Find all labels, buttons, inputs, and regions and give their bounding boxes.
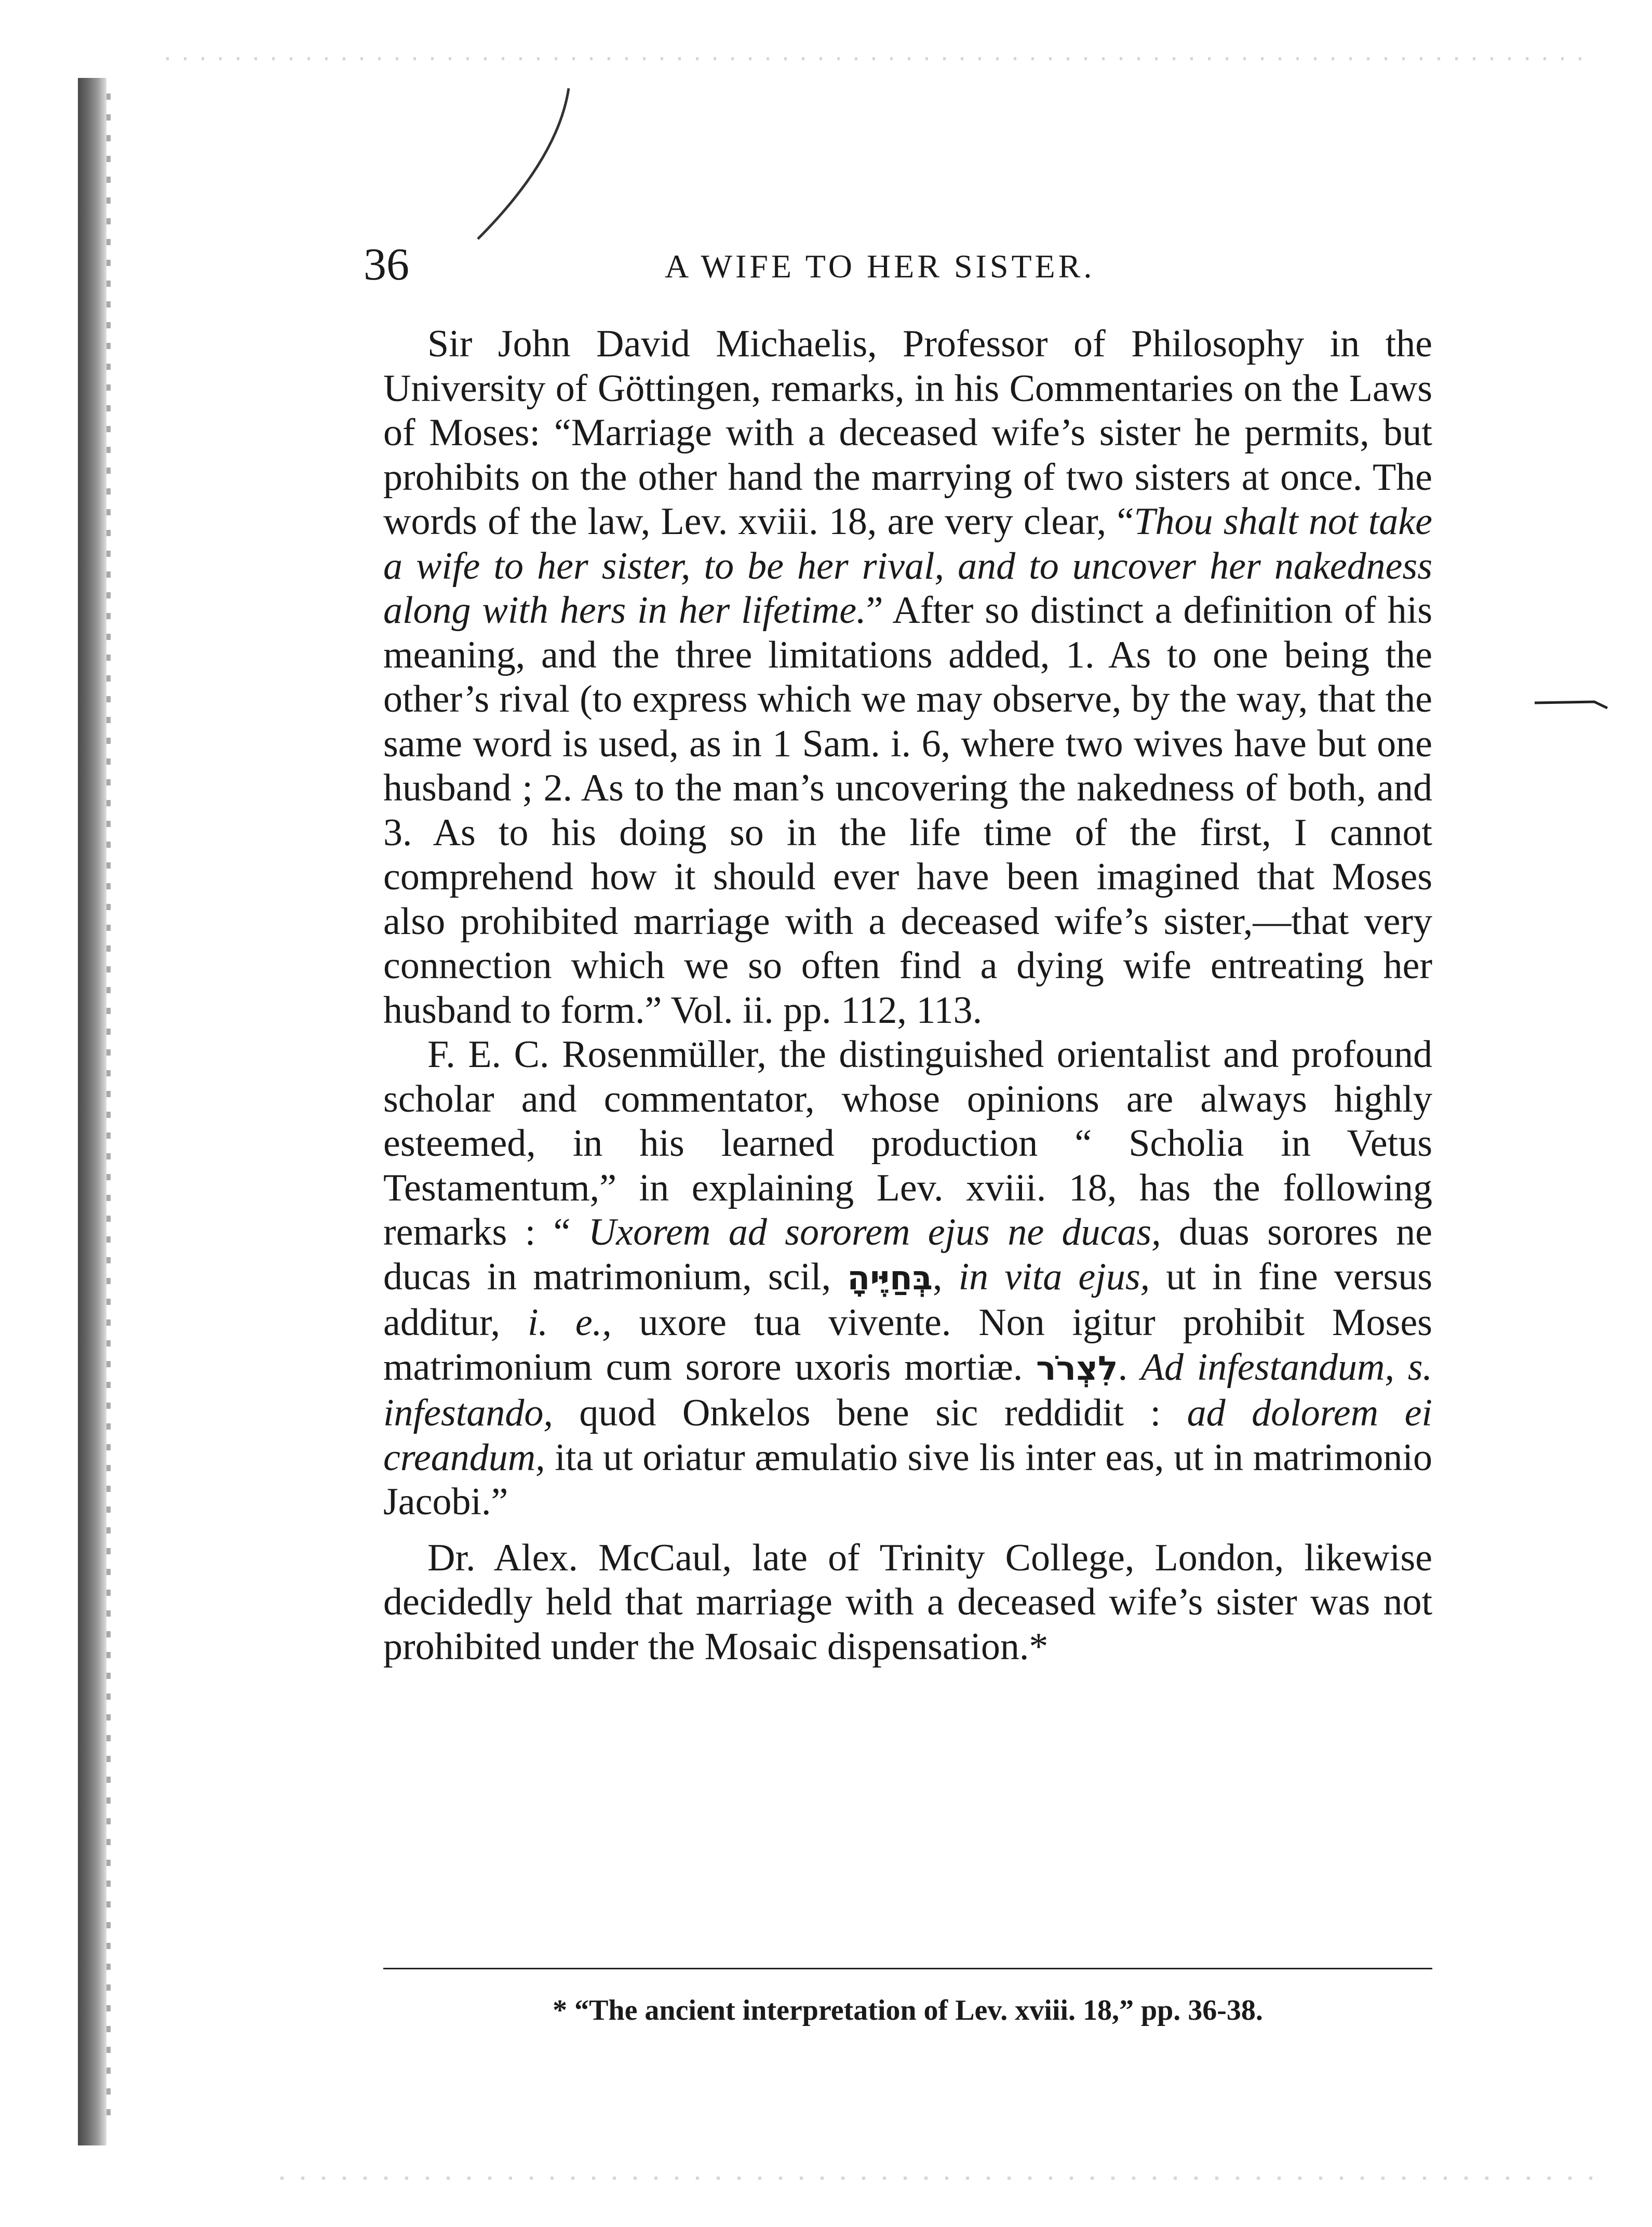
hebrew-word-1: בְּחַיֶּיהָ — [847, 1259, 933, 1298]
paragraph-rosenmuller-text-1: F. E. C. Rosenmüller, the distinguished orientalist and profound scholar and commentator, whose opinions are always highly esteemed, in his learned production “ Scholia in Vetus Testamentum,” in explaining Lev. xviii. 18, has the following remarks : “ — [383, 1033, 1432, 1253]
margin-dash-mark — [1532, 694, 1610, 714]
running-head: A WIFE TO HER SISTER. — [665, 248, 1095, 285]
paragraph-michaelis — [383, 322, 1432, 1033]
paragraph-rosenmuller — [383, 1033, 1432, 1525]
page-header — [364, 236, 1423, 294]
book-spine-shadow — [78, 78, 106, 2145]
footnote: * “The ancient interpretation of Lev. xviii. 18,” pp. 36-38. — [553, 1994, 1263, 2026]
scan-speckle-bottom — [280, 2177, 1610, 2180]
paragraph-rosenmuller-text-3: , — [932, 1255, 959, 1298]
paragraph-rosenmuller-text-6: . — [1118, 1345, 1141, 1389]
paragraph-mccaul: Dr. Alex. McCaul, late of Trinity College, London, likewise decidedly held that marriage with a deceased wife’s sister was not prohibited under the Mosaic dispensation.* — [383, 1536, 1432, 1668]
scan-speckle-top — [166, 57, 1594, 60]
paragraph-rosenmuller-text-7: quod Onkelos bene sic reddidit : — [553, 1392, 1187, 1434]
paragraph-rosenmuller-text-2: duas sorores ne ducas in matrimonium, scil, — [383, 1211, 1432, 1298]
page-number: 36 — [364, 239, 409, 290]
hebrew-word-2: לִצְרֹר — [1036, 1349, 1118, 1388]
paragraph-rosenmuller-text-5: uxore tua vivente. Non igitur prohibit Moses matrimonium cum sorore uxoris mortiæ. — [383, 1301, 1432, 1389]
paragraph-rosenmuller-latin-2: in vita ejus, — [958, 1255, 1150, 1298]
paragraph-michaelis-text-2: ” After so distinct a definition of his meaning, and the three limitations added, 1. As to one being the other’s rival (to express which we may observe, by the way, that the same word is used, as in 1 Sam. i. 6, where two wives have but one husband ; 2. As to the man’s uncovering the nakedness of both, and 3. As to his doing so in the life time of the first, I cannot comprehend how it should ever have been imagined that Moses also prohibited marriage with a deceased wife’s sister,—that very connection which we so often find a dying wife entreating her husband to form.” Vol. ii. pp. 112, 113. — [383, 589, 1433, 1032]
book-spine-edge — [106, 94, 111, 2130]
body-text — [383, 322, 1432, 1669]
paragraph-michaelis-quote: Thou shalt not take a wife to her sister, to be her rival, and to uncover her nakedness along with hers in her lifetime. — [383, 500, 1432, 632]
paragraph-rosenmuller-text-8: ita ut oriatur æmulatio sive lis inter eas, ut in matrimonio Jacobi.” — [383, 1436, 1432, 1523]
footnote-rule — [383, 1968, 1432, 1969]
paragraph-michaelis-text-1: Sir John David Michaelis, Professor of Philosophy in the University of Göttingen, remarks, in his Commentaries on the Laws of Moses: “Marriage with a deceased wife’s sister he permits, but prohibits on the other hand the marrying of two sisters at once. The words of the law, Lev. xviii. 18, are very clear, “ — [383, 323, 1432, 543]
paragraph-rosenmuller-text-4: ut in fine versus additur, — [383, 1255, 1433, 1344]
paragraph-rosenmuller-latin-4: Ad infestandum, s. infestando, — [383, 1345, 1433, 1434]
paragraph-rosenmuller-latin-1: Uxorem ad sororem ejus ne ducas, — [588, 1211, 1161, 1253]
paragraph-rosenmuller-latin-3: i. e., — [527, 1301, 612, 1344]
pencil-mark — [467, 83, 602, 249]
paragraph-rosenmuller-latin-5: ad dolorem ei creandum, — [383, 1392, 1432, 1479]
